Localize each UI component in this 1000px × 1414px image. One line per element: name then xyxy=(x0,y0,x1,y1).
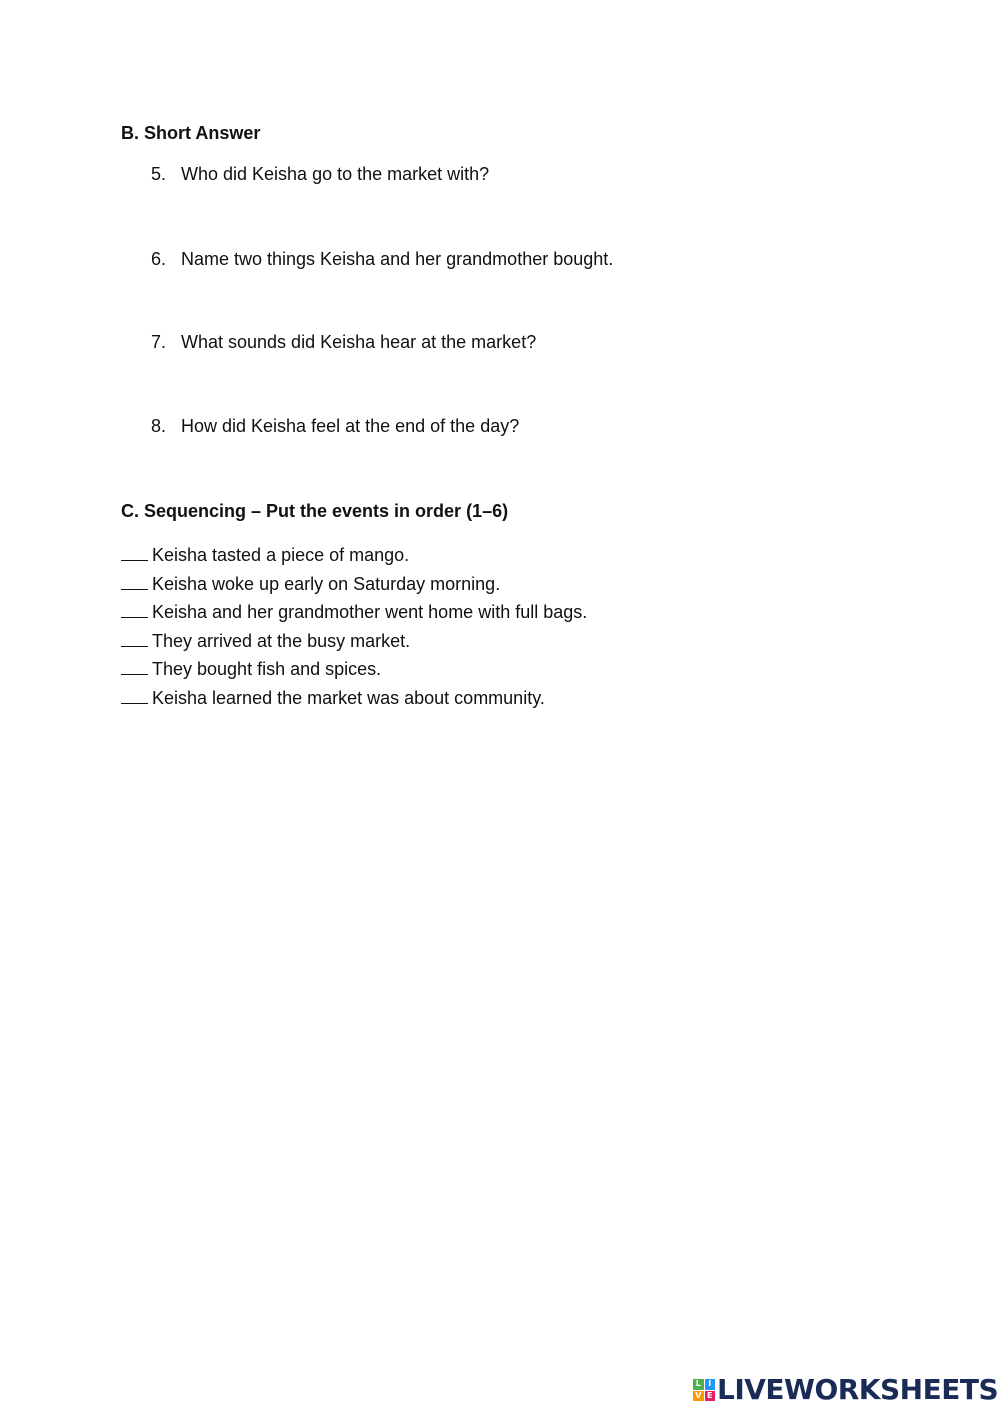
question-text: What sounds did Keisha hear at the market? xyxy=(181,332,537,352)
sequence-text: Keisha woke up early on Saturday morning. xyxy=(152,573,501,594)
sequence-text: They arrived at the busy market. xyxy=(152,630,411,651)
liveworksheets-logo-icon xyxy=(693,1379,715,1401)
logo-tile: L xyxy=(693,1379,704,1390)
question-number: 5. xyxy=(151,164,167,184)
question-number: 6. xyxy=(151,249,167,269)
sequence-item xyxy=(121,570,587,599)
sequence-item xyxy=(121,627,587,656)
sequence-text: They bought fish and spices. xyxy=(152,659,382,679)
sequence-blank[interactable] xyxy=(121,572,148,590)
question-text: Who did Keisha go to the market with? xyxy=(181,164,490,184)
sequence-item xyxy=(121,655,587,684)
sequence-blank[interactable] xyxy=(121,543,148,561)
sequence-text: Keisha learned the market was about community. xyxy=(152,687,545,708)
sequence-blank[interactable] xyxy=(121,600,148,618)
question-8 xyxy=(151,415,519,437)
sequencing-list xyxy=(121,541,587,712)
question-text: How did Keisha feel at the end of the day? xyxy=(181,416,520,436)
question-text: Name two things Keisha and her grandmother bought. xyxy=(181,249,614,269)
question-5 xyxy=(151,163,489,185)
question-7 xyxy=(151,331,536,353)
sequence-text: Keisha and her grandmother went home with full bags. xyxy=(152,602,588,622)
sequence-blank[interactable] xyxy=(121,629,148,647)
logo-tile: E xyxy=(705,1391,716,1402)
sequence-item xyxy=(121,541,587,570)
sequence-blank[interactable] xyxy=(121,686,148,704)
question-6 xyxy=(151,248,613,270)
logo-tile: V xyxy=(693,1391,704,1402)
section-b-heading: B. Short Answer xyxy=(121,123,261,143)
sequence-item xyxy=(121,684,587,713)
question-number: 7. xyxy=(151,332,167,352)
logo-tile: I xyxy=(705,1379,716,1390)
liveworksheets-logo[interactable] xyxy=(693,1374,998,1406)
question-number: 8. xyxy=(151,416,167,436)
logo-text: LIVEWORKSHEETS xyxy=(717,1373,999,1406)
section-c-heading: C. Sequencing – Put the events in order (1–6) xyxy=(121,501,509,521)
sequence-text: Keisha tasted a piece of mango. xyxy=(152,545,410,565)
sequence-blank[interactable] xyxy=(121,657,148,675)
sequence-item xyxy=(121,598,587,627)
